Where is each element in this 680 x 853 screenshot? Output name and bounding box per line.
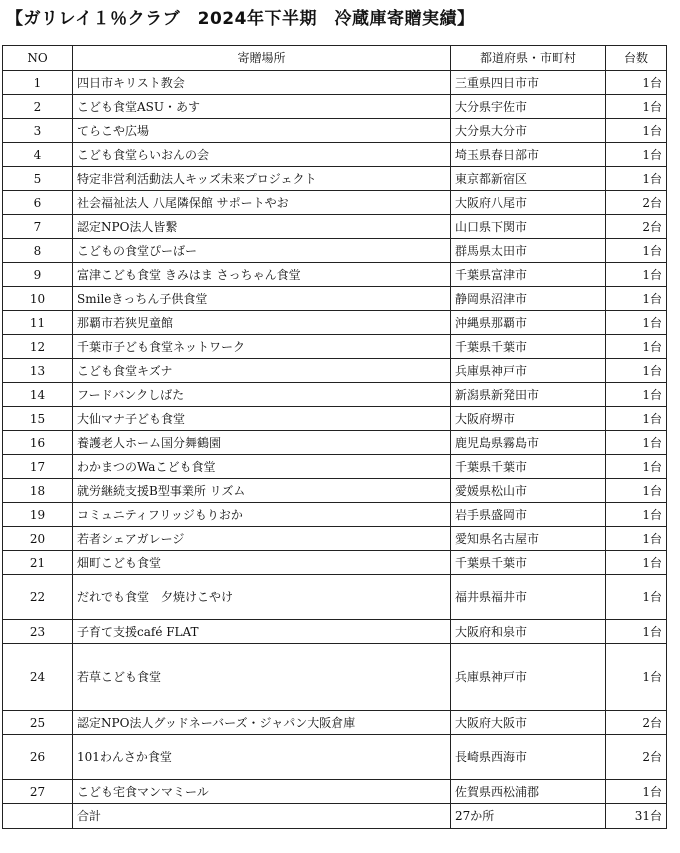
row-prefecture-city: 大阪府堺市	[451, 407, 606, 431]
row-no: 9	[3, 263, 73, 287]
row-prefecture-city: 埼玉県春日部市	[451, 143, 606, 167]
row-prefecture-city: 愛媛県松山市	[451, 479, 606, 503]
table-row	[3, 407, 667, 431]
table-row	[3, 479, 667, 503]
row-donation-place: 101わんさか食堂	[73, 735, 451, 780]
row-prefecture-city: 長崎県西海市	[451, 735, 606, 780]
table-row	[3, 711, 667, 735]
row-prefecture-city: 福井県福井市	[451, 575, 606, 620]
row-no: 20	[3, 527, 73, 551]
row-donation-place: こどもの食堂ぴーばー	[73, 239, 451, 263]
table-row	[3, 503, 667, 527]
row-donation-place: コミュニティフリッジもりおか	[73, 503, 451, 527]
row-unit-count: 1台	[606, 71, 667, 95]
row-no: 7	[3, 215, 73, 239]
row-donation-place: 四日市キリスト教会	[73, 71, 451, 95]
row-unit-count: 1台	[606, 119, 667, 143]
table-row	[3, 359, 667, 383]
row-donation-place: 認定NPO法人グッドネーバーズ・ジャパン大阪倉庫	[73, 711, 451, 735]
row-prefecture-city: 静岡県沼津市	[451, 287, 606, 311]
table-row	[3, 143, 667, 167]
page-title: 【ガリレイ１％クラブ 2024年下半期 冷蔵庫寄贈実績】	[6, 9, 475, 29]
row-unit-count: 1台	[606, 551, 667, 575]
table-row	[3, 239, 667, 263]
row-unit-count: 1台	[606, 263, 667, 287]
table-row	[3, 191, 667, 215]
row-no: 1	[3, 71, 73, 95]
row-unit-count: 1台	[606, 167, 667, 191]
header-donation-place: 寄贈場所	[73, 46, 451, 71]
row-unit-count: 1台	[606, 239, 667, 263]
donation-table	[2, 45, 667, 829]
row-prefecture-city: 大阪府和泉市	[451, 620, 606, 644]
header-unit-count: 台数	[606, 46, 667, 71]
header-prefecture-city: 都道府県・市町村	[451, 46, 606, 71]
row-no: 24	[3, 644, 73, 711]
row-no: 17	[3, 455, 73, 479]
row-no: 10	[3, 287, 73, 311]
table-row	[3, 167, 667, 191]
row-unit-count: 2台	[606, 191, 667, 215]
table-row	[3, 455, 667, 479]
table-row	[3, 644, 667, 711]
row-unit-count: 1台	[606, 644, 667, 711]
row-unit-count: 1台	[606, 359, 667, 383]
table-row	[3, 287, 667, 311]
row-no: 6	[3, 191, 73, 215]
row-unit-count: 1台	[606, 287, 667, 311]
row-prefecture-city: 愛知県名古屋市	[451, 527, 606, 551]
row-prefecture-city: 千葉県千葉市	[451, 455, 606, 479]
row-donation-place: こども食堂らいおんの会	[73, 143, 451, 167]
row-prefecture-city: 東京都新宿区	[451, 167, 606, 191]
table-header-row	[3, 46, 667, 71]
table-row	[3, 383, 667, 407]
table-body	[3, 71, 667, 804]
row-donation-place: 特定非営利活動法人キッズ未来プロジェクト	[73, 167, 451, 191]
total-no-cell	[3, 804, 73, 829]
row-prefecture-city: 沖縄県那覇市	[451, 311, 606, 335]
table-row	[3, 263, 667, 287]
row-unit-count: 1台	[606, 407, 667, 431]
row-donation-place: こども食堂キズナ	[73, 359, 451, 383]
row-no: 11	[3, 311, 73, 335]
row-no: 14	[3, 383, 73, 407]
row-donation-place: 畑町こども食堂	[73, 551, 451, 575]
row-prefecture-city: 千葉県富津市	[451, 263, 606, 287]
row-prefecture-city: 兵庫県神戸市	[451, 644, 606, 711]
row-donation-place: てらこや広場	[73, 119, 451, 143]
row-unit-count: 1台	[606, 503, 667, 527]
row-donation-place: 社会福祉法人 八尾隣保館 サポートやお	[73, 191, 451, 215]
row-unit-count: 1台	[606, 527, 667, 551]
row-no: 27	[3, 780, 73, 804]
table-row	[3, 215, 667, 239]
row-no: 18	[3, 479, 73, 503]
row-no: 26	[3, 735, 73, 780]
row-unit-count: 1台	[606, 383, 667, 407]
row-no: 23	[3, 620, 73, 644]
row-donation-place: 認定NPO法人皆繋	[73, 215, 451, 239]
row-prefecture-city: 千葉県千葉市	[451, 551, 606, 575]
row-no: 12	[3, 335, 73, 359]
row-unit-count: 1台	[606, 455, 667, 479]
total-label: 合計	[73, 804, 451, 829]
row-no: 8	[3, 239, 73, 263]
row-donation-place: 若者シェアガレージ	[73, 527, 451, 551]
row-donation-place: 富津こども食堂 きみはま さっちゃん食堂	[73, 263, 451, 287]
row-donation-place: だれでも食堂 夕焼けこやけ	[73, 575, 451, 620]
row-unit-count: 1台	[606, 431, 667, 455]
table-row	[3, 119, 667, 143]
row-unit-count: 2台	[606, 215, 667, 239]
row-unit-count: 1台	[606, 620, 667, 644]
row-donation-place: 千葉市子ども食堂ネットワーク	[73, 335, 451, 359]
row-no: 21	[3, 551, 73, 575]
row-no: 2	[3, 95, 73, 119]
row-no: 16	[3, 431, 73, 455]
row-donation-place: 大仙マナ子ども食堂	[73, 407, 451, 431]
row-prefecture-city: 佐賀県西松浦郡	[451, 780, 606, 804]
row-donation-place: Smileきっちん子供食堂	[73, 287, 451, 311]
table-row	[3, 95, 667, 119]
row-donation-place: こども宅食マンマミール	[73, 780, 451, 804]
row-donation-place: フードバンクしばた	[73, 383, 451, 407]
row-no: 13	[3, 359, 73, 383]
row-no: 15	[3, 407, 73, 431]
row-prefecture-city: 大阪府八尾市	[451, 191, 606, 215]
table-row	[3, 735, 667, 780]
row-no: 25	[3, 711, 73, 735]
row-donation-place: 子育て支援café FLAT	[73, 620, 451, 644]
table-row	[3, 431, 667, 455]
row-prefecture-city: 鹿児島県霧島市	[451, 431, 606, 455]
row-prefecture-city: 山口県下関市	[451, 215, 606, 239]
row-no: 19	[3, 503, 73, 527]
row-no: 4	[3, 143, 73, 167]
row-prefecture-city: 千葉県千葉市	[451, 335, 606, 359]
row-donation-place: 養護老人ホーム国分舞鶴園	[73, 431, 451, 455]
row-prefecture-city: 群馬県太田市	[451, 239, 606, 263]
row-unit-count: 2台	[606, 735, 667, 780]
table-row	[3, 780, 667, 804]
row-unit-count: 1台	[606, 780, 667, 804]
row-donation-place: 那覇市若狭児童館	[73, 311, 451, 335]
table-row	[3, 335, 667, 359]
total-row	[3, 804, 667, 829]
row-donation-place: 就労継続支援B型事業所 リズム	[73, 479, 451, 503]
row-no: 5	[3, 167, 73, 191]
row-prefecture-city: 大分県宇佐市	[451, 95, 606, 119]
row-prefecture-city: 大分県大分市	[451, 119, 606, 143]
row-unit-count: 1台	[606, 575, 667, 620]
row-no: 3	[3, 119, 73, 143]
row-prefecture-city: 兵庫県神戸市	[451, 359, 606, 383]
row-donation-place: わかまつのWaこども食堂	[73, 455, 451, 479]
row-unit-count: 1台	[606, 479, 667, 503]
row-unit-count: 1台	[606, 335, 667, 359]
table-row	[3, 551, 667, 575]
row-donation-place: こども食堂ASU・あす	[73, 95, 451, 119]
row-prefecture-city: 岩手県盛岡市	[451, 503, 606, 527]
row-donation-place: 若草こども食堂	[73, 644, 451, 711]
table-row	[3, 575, 667, 620]
table-row	[3, 620, 667, 644]
header-no: NO	[3, 46, 73, 71]
row-unit-count: 2台	[606, 711, 667, 735]
table-row	[3, 527, 667, 551]
row-prefecture-city: 大阪府大阪市	[451, 711, 606, 735]
row-prefecture-city: 新潟県新発田市	[451, 383, 606, 407]
table-row	[3, 311, 667, 335]
total-places: 27か所	[451, 804, 606, 829]
total-count: 31台	[606, 804, 667, 829]
row-unit-count: 1台	[606, 143, 667, 167]
row-prefecture-city: 三重県四日市市	[451, 71, 606, 95]
row-unit-count: 1台	[606, 311, 667, 335]
row-no: 22	[3, 575, 73, 620]
table-row	[3, 71, 667, 95]
row-unit-count: 1台	[606, 95, 667, 119]
